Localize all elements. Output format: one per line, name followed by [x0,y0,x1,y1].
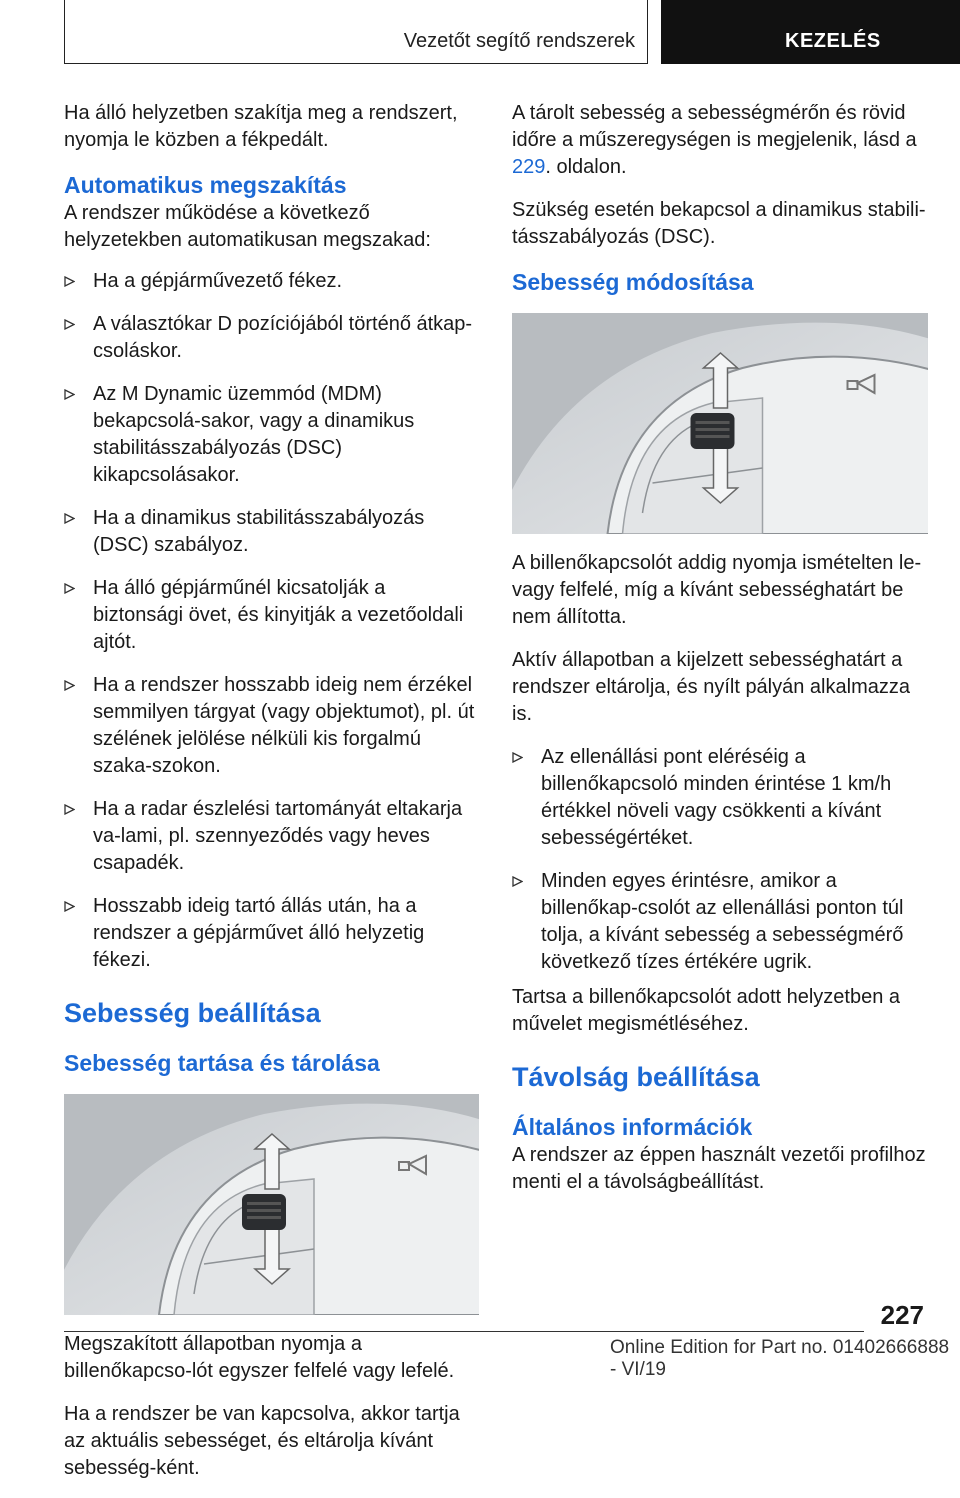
list-item: Ha a gépjárművezető fékez. [64,268,479,295]
modify-list [512,744,927,976]
list-item: Hosszabb ideig tartó állás után, ha a rendszer a gépjárművet álló helyzetig fékezi. [64,893,479,974]
triangle-bullet-icon [64,276,75,287]
auto-intro: A rendszer működése a következő helyzetekben automatikusan megszakad: [64,202,431,251]
steering-switch-image [64,1094,479,1315]
heading-speed-setting: Sebesség beállítása [64,998,321,1028]
header-section [64,0,648,64]
footer-edition: Online Edition for Part no. 01402666888 - VI/19 [610,1337,950,1380]
list-item: Ha álló gépjárműnél kicsatolják a biztonsági övet, és kinyitják a vezetőoldali ajtót. [64,575,479,656]
steering-switch-image-2 [512,313,928,534]
intro-paragraph: Ha álló helyzetben szakítja meg a rendszert, nyomja le közben a fékpedált. [64,102,458,151]
left-column [64,100,479,1498]
triangle-bullet-icon [64,680,75,691]
heading-distance-setting: Távolság beállítása [512,1062,760,1092]
footer-rule [64,1331,864,1332]
triangle-bullet-icon [64,804,75,815]
interrupt-list [64,268,479,974]
paragraph-hold-switch: Tartsa a billenőkapcsolót adott helyzetben a művelet megismétléséhez. [512,986,901,1035]
right-column [512,100,927,1212]
heading-speed-keep: Sebesség tartása és tárolása [64,1050,380,1076]
paragraph-dsc: Szükség esetén bekapcsol a dinamikus stabili-tásszabályozás (DSC). [512,199,926,248]
paragraph-store-speed: Ha a rendszer be van kapcsolva, akkor tartja az aktuális sebességet, és eltárolja kívánt sebesség-ként. [64,1403,460,1479]
list-item: Minden egyes érintésre, amikor a billenőkap-csolót az ellenállási ponton túl tolja, a kívánt sebesség a sebességmérő következő tízes értékére ugrik. [512,868,927,976]
list-item: Ha a dinamikus stabilitásszabályozás (DSC) szabályoz. [64,505,479,559]
paragraph-active-state: Aktív állapotban a kijelzett sebességhatárt a rendszer eltárolja, és nyílt pályán alkalmazza is. [512,649,910,725]
section-title: Vezetőt segítő rendszerek [403,30,635,52]
list-item: Az M Dynamic üzemmód (MDM) bekapcsolá-sakor, vagy a dinamikus stabilitásszabályozás (DSC) kikapcsolásakor. [64,381,479,489]
paragraph-press-switch: A billenőkapcsolót addig nyomja ismételten le-vagy felfelé, míg a kívánt sebességhatárt be nem állította. [512,552,922,628]
page-number: 227 [880,1300,924,1330]
triangle-bullet-icon [64,319,75,330]
header-tab [661,0,960,64]
triangle-bullet-icon [64,389,75,400]
paragraph-profile: A rendszer az éppen használt vezetői profilhoz menti el a távolságbeállítást. [512,1144,926,1193]
list-item: Az ellenállási pont eléréséig a billenőkapcsoló minden érintése 1 km/h értékkel növeli vagy csökkenti a kívánt sebességértéket. [512,744,927,852]
list-item: A választókar D pozíciójából történő átkap-csoláskor. [64,311,479,365]
tab-label: KEZELÉS [785,30,881,52]
page-link[interactable]: 229 [512,156,546,178]
triangle-bullet-icon [512,876,523,887]
paragraph-stored-speed: A tárolt sebesség a sebességmérőn és rövid időre a műszeregységen is megjelenik, lásd a 229. oldalon. [512,102,917,178]
heading-speed-modify: Sebesség módosítása [512,269,754,295]
triangle-bullet-icon [512,752,523,763]
triangle-bullet-icon [64,583,75,594]
triangle-bullet-icon [64,513,75,524]
paragraph-interrupted-state: Megszakított állapotban nyomja a billenőkapcso-lót egyszer felfelé vagy lefelé. [64,1333,455,1382]
list-item: Ha a rendszer hosszabb ideig nem érzékel semmilyen tárgyat (vagy objektumot), pl. út szélének jelölése nélküli kis forgalmú szaka-szokon. [64,672,479,780]
heading-auto-interrupt: Automatikus megszakítás [64,172,347,198]
list-item: Ha a radar észlelési tartományát eltakarja va-lami, pl. szennyeződés vagy heves csapadék. [64,796,479,877]
heading-general-info: Általános információk [512,1114,753,1140]
triangle-bullet-icon [64,901,75,912]
